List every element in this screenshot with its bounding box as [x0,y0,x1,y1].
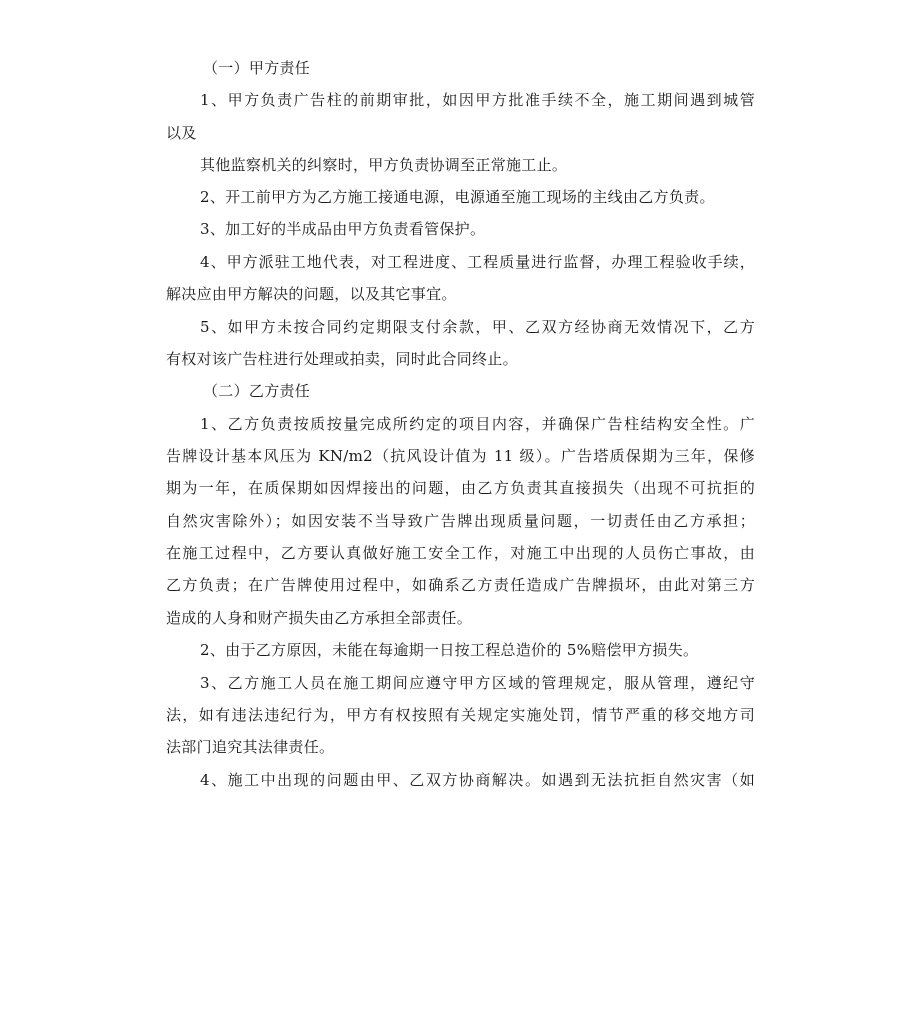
party-b-clause-1-line-2: 告牌设计基本风压为 KN/m2（抗风设计值为 11 级）。广告塔质保期为三年，保修 [166,447,755,465]
party-b-clause-1-line-7: 造成的人身和财产损失由乙方承担全部责任。 [166,609,473,627]
party-b-clause-1-line-1: 1、乙方负责按质按量完成所约定的项目内容，并确保广告柱结构安全性。广 [200,415,755,433]
party-a-clause-5-line-2: 有权对该广告柱进行处理或拍卖，同时此合同终止。 [166,350,518,368]
party-b-clause-3-line-3: 法部门追究其法律责任。 [166,738,335,756]
party-b-clause-3-line-2: 法，如有违法违纪行为，甲方有权按照有关规定实施处罚，情节严重的移交地方司 [166,706,755,724]
section-heading-party-a: （一）甲方责任 [203,59,311,77]
party-b-clause-2: 2、由于乙方原因，未能在每逾期一日按工程总造价的 5%赔偿甲方损失。 [200,641,699,659]
party-a-clause-5-line-1: 5、如甲方未按合同约定期限支付余款，甲、乙双方经协商无效情况下，乙方 [200,318,755,336]
party-a-clause-1-line-1: 1、甲方负责广告柱的前期审批，如因甲方批准手续不全，施工期间遇到城管 [200,91,755,109]
party-b-clause-1-line-4: 自然灾害除外）；如因安装不当导致广告牌出现质量问题，一切责任由乙方承担； [166,512,755,530]
party-b-clause-3-line-1: 3、乙方施工人员在施工期间应遵守甲方区域的管理规定，服从管理，遵纪守 [200,674,755,692]
section-heading-party-b: （二）乙方责任 [203,382,311,400]
party-a-clause-1-line-3: 其他监察机关的纠察时，甲方负责协调至正常施工止。 [200,156,568,174]
party-a-clause-4-line-2: 解决应由甲方解决的问题，以及其它事宜。 [166,285,457,303]
party-a-clause-1-line-2: 以及 [166,124,197,142]
party-b-clause-1-line-3: 期为一年，在质保期如因焊接出的问题，由乙方负责其直接损失（出现不可抗拒的 [166,479,755,497]
party-b-clause-1-line-6: 乙方负责；在广告牌使用过程中，如确系乙方责任造成广告牌损坏，由此对第三方 [166,576,755,594]
party-a-clause-2: 2、开工前甲方为乙方施工接通电源，电源通至施工现场的主线由乙方负责。 [200,188,715,206]
party-a-clause-4-line-1: 4、甲方派驻工地代表，对工程进度、工程质量进行监督，办理工程验收手续， [200,253,755,271]
party-a-clause-3: 3、加工好的半成品由甲方负责看管保护。 [200,220,486,238]
party-b-clause-4-line-1: 4、施工中出现的问题由甲、乙双方协商解决。如遇到无法抗拒自然灾害（如 [200,771,755,789]
party-b-clause-1-line-5: 在施工过程中，乙方要认真做好施工安全工作，对施工中出现的人员伤亡事故，由 [166,544,755,562]
